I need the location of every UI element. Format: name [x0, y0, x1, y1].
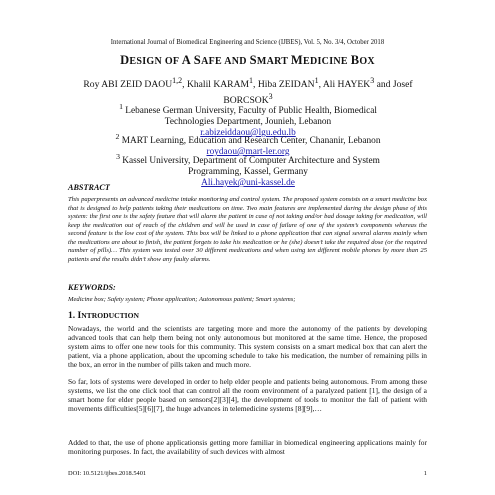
email-link[interactable]: r.abizeiddaou@lgu.edu.lb: [200, 128, 296, 139]
author-name: Ali HAYEK: [322, 79, 371, 91]
intro-paragraph-1: Nowadays, the world and the scientists are targeting more and more the autonomy of the patients by developing advanced tools that can help them being not only autonomous but monitored at the same time. Hence, the proposed system aims to offer one new tools for this community. This system consists on a smart medical box that can alert the patient, via a phone application, about the upcoming schedule to take his medication, the number of remaining pills in the box, an error in the number of pills taken and much more.: [68, 324, 427, 370]
journal-header: International Journal of Biomedical Engineering and Science (IJBES), Vol. 5, No. 3/4, October 2018: [110, 39, 385, 46]
abstract-heading: ABSTRACT: [68, 183, 110, 192]
email-link[interactable]: roydaou@mart-ler.org: [206, 147, 290, 158]
author-name: Khalil KARAM: [186, 79, 250, 91]
section-heading-introduction: 1. INTRODUCTION: [68, 311, 140, 321]
affiliation-3: $^3$ Kassel University, Department of Computer Architecture and System Programming, Kassel, Germany Ali.hayek@uni-kassel.de: [116, 152, 380, 189]
paper-title: DESIGN OF A SAFE AND SMART MEDICINE BOX: [120, 53, 375, 67]
author-name: Hiba ZEIDAN: [257, 79, 315, 91]
abstract-text: This paperpresents an advanced medicine intake monitoring and control system. The proposed system consists on a smart medicine box that is designed to help patients taking their medications on time. Two main features are implemented during the design phase of this system: the first one is the safety feature that will alarm the patient in case of not taking and/or bad dosage taking for medication, will keep the medication out of reach of the children and will be used in case of failure of one of the system’s components whereas the second feature is the low cost of the system. This box will be linked to a phone application that can signal several alarms mainly when the medications are about to finish, the patient forgets to take his medication or he (she) doesn’t take the required dose (or the required number of pills)… This system was tested over 30 different medications and when using ten different mobile phones by more than 25 patients and the results didn’t show any faulty alarms.: [68, 196, 427, 263]
doi-text: DOI: 10.5121/ijbes.2018.5401: [68, 470, 147, 477]
author-list: Roy ABI ZEID DAOU$^{1,2}$, Khalil KARAM$^1$, Hiba ZEIDAN$^1$, Ali HAYEK$^3$ and Josef BORCSOK$^3$: [83, 76, 413, 106]
intro-paragraph-3: Added to that, the use of phone applicationsis getting more familiar in biomedical engineering applications mainly for monitoring purposes. In fact, the availability of such devices with almost: [68, 438, 427, 457]
author-name: Roy ABI ZEID DAOU: [83, 79, 173, 91]
affiliation-2: $^2$ MART Learning, Education and Research Center, Chananir, Lebanon roydaou@mart-ler.org: [115, 132, 381, 158]
page-footer: [68, 470, 427, 477]
affiliation-1: $^1$ Lebanese German University, Faculty of Public Health, Biomedical Technologies Department, Jounieh, Lebanon r.abizeiddaou@lgu.edu.lb: [119, 102, 377, 139]
keywords-heading: KEYWORDS:: [68, 283, 116, 292]
author-name: Josef BORCSOK: [223, 79, 413, 106]
intro-paragraph-2: So far, lots of systems were developed in order to help elder people and patients being autonomous. From among these systems, we list the one click tool that can control all the room environment of a paralyzed patient [1], the design of a smart home for elder people based on sensors[2][3][4], the development of tools to monitor the fall of patient with movements difficulties[5][6][7], the huge advances in telemedicine systems [8][9],…: [68, 377, 427, 414]
keywords-text: Medicine box; Safety system; Phone application; Autonomous patient; Smart systems;: [68, 296, 296, 303]
email-link[interactable]: Ali.hayek@uni-kassel.de: [201, 178, 295, 189]
page-number: 1: [423, 470, 427, 477]
